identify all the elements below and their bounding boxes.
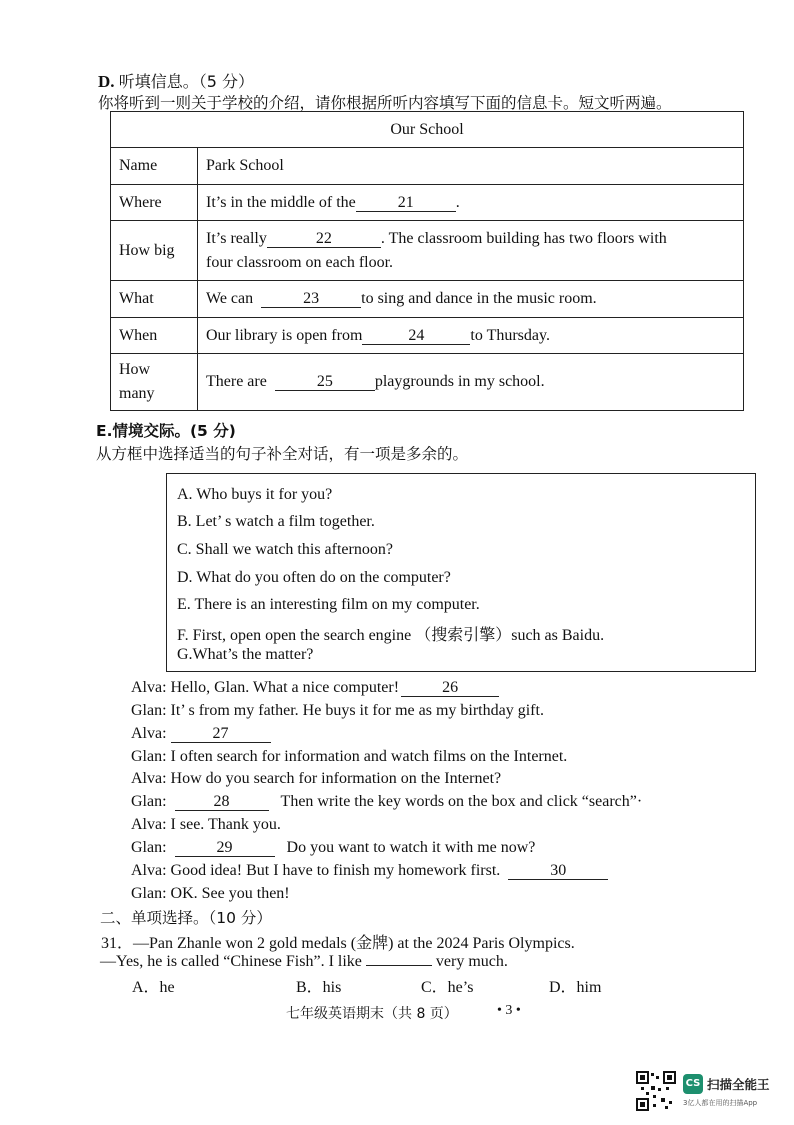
info-card-title: Our School bbox=[111, 112, 744, 148]
answer-blank-25[interactable]: 25 bbox=[275, 374, 375, 391]
table-row bbox=[111, 281, 744, 318]
row-text: It’s really 22 . The classroom building has two floors with four classroom on each floor. bbox=[198, 221, 744, 281]
option-c: C. Shall we watch this afternoon? bbox=[177, 541, 393, 558]
row-text: There are 25 playgrounds in my school. bbox=[198, 354, 744, 411]
choice-c: C．he’s bbox=[421, 979, 474, 996]
choice-a: A．he bbox=[132, 979, 175, 996]
row-text: Park School bbox=[198, 148, 744, 185]
dialogue-line: Alva: How do you search for information on the Internet? bbox=[131, 770, 502, 787]
answer-blank-23[interactable]: 23 bbox=[261, 291, 361, 308]
section-d-letter: D. bbox=[98, 72, 115, 91]
dialogue-line: Glan: OK. See you then! bbox=[131, 885, 290, 902]
section-e-instruction: 从方框中选择适当的句子补全对话，有一项是多余的。 bbox=[96, 445, 469, 463]
section-d-heading bbox=[98, 69, 254, 92]
table-row bbox=[111, 318, 744, 354]
answer-blank-27[interactable]: 27 bbox=[171, 726, 271, 743]
dialogue-line: Glan: It’ s from my father. He buys it for me as my birthday gift. bbox=[131, 702, 544, 719]
answer-blank-26[interactable]: 26 bbox=[401, 680, 499, 697]
row-label: Where bbox=[111, 185, 198, 221]
row-label: How many bbox=[111, 354, 198, 411]
dialogue-line: Alva: I see. Thank you. bbox=[131, 816, 281, 833]
page-footer-label: 七年级英语期末（共 8 页） bbox=[286, 1006, 458, 1022]
row-text: It’s in the middle of the 21 . bbox=[198, 185, 744, 221]
dialogue-line: Alva: 27 bbox=[131, 725, 271, 743]
answer-blank-22[interactable]: 22 bbox=[267, 231, 381, 248]
option-a: A. Who buys it for you? bbox=[177, 486, 333, 503]
row-label: When bbox=[111, 318, 198, 354]
question-31-stem: 31．—Pan Zhanle won 2 gold medals (金牌) at the 2024 Paris Olympics. bbox=[101, 935, 575, 952]
option-d: D. What do you often do on the computer? bbox=[177, 569, 451, 586]
table-row bbox=[111, 185, 744, 221]
option-f: F. First, open open the search engine （搜索引擎）such as Baidu. bbox=[177, 627, 605, 644]
choice-b: B．his bbox=[296, 979, 342, 996]
row-label: How big bbox=[111, 221, 198, 281]
question-31-line2: —Yes, he is called “Chinese Fish”. I like very much. bbox=[100, 953, 508, 970]
section-d-title: 听填信息。（5 分） bbox=[118, 72, 255, 91]
dialogue-line: Alva: Hello, Glan. What a nice computer! 26 bbox=[131, 679, 499, 697]
dialogue-line: Glan: 29 Do you want to watch it with me now? bbox=[131, 839, 536, 856]
page-number: • 3 • bbox=[497, 1003, 521, 1018]
section-d-instruction: 你将听到一则关于学校的介绍，请你根据所听内容填写下面的信息卡。短文听两遍。 bbox=[98, 94, 672, 112]
row-text: Our library is open from 24 to Thursday. bbox=[198, 318, 744, 354]
answer-blank-24[interactable]: 24 bbox=[362, 328, 470, 345]
option-b: B. Let’ s watch a film together. bbox=[177, 513, 375, 530]
camscanner-logo: CS bbox=[683, 1074, 703, 1094]
answer-blank-31[interactable] bbox=[366, 965, 432, 966]
table-row bbox=[111, 354, 744, 411]
row-text: We can 23 to sing and dance in the music room. bbox=[198, 281, 744, 318]
qr-code-icon bbox=[636, 1071, 676, 1111]
dialogue-line: Glan: I often search for information and watch films on the Internet. bbox=[131, 748, 568, 765]
scanner-brand-name: 扫描全能王 bbox=[707, 1077, 770, 1092]
answer-blank-21[interactable]: 21 bbox=[356, 195, 456, 212]
dialogue-line: Alva: Good idea! But I have to finish my homework first. 30 bbox=[131, 862, 608, 880]
answer-blank-28[interactable]: 28 bbox=[175, 794, 269, 811]
options-box bbox=[166, 473, 756, 672]
section-2-heading: 二、单项选择。（10 分） bbox=[100, 909, 272, 927]
table-row bbox=[111, 148, 744, 185]
row-label: What bbox=[111, 281, 198, 318]
option-g: G.What’s the matter? bbox=[177, 646, 314, 663]
dialogue-line: Glan: 28 Then write the key words on the box and click “search”· bbox=[131, 793, 643, 810]
info-card-table bbox=[110, 111, 744, 411]
table-row bbox=[111, 221, 744, 281]
row-label: Name bbox=[111, 148, 198, 185]
answer-blank-30[interactable]: 30 bbox=[508, 863, 608, 880]
option-e: E. There is an interesting film on my computer. bbox=[177, 596, 480, 613]
answer-blank-29[interactable]: 29 bbox=[175, 840, 275, 857]
section-e-heading: E.情境交际。(5 分) bbox=[96, 422, 236, 440]
scanner-tagline: 3亿人都在用的扫描App bbox=[683, 1099, 758, 1107]
choice-d: D．him bbox=[549, 979, 602, 996]
